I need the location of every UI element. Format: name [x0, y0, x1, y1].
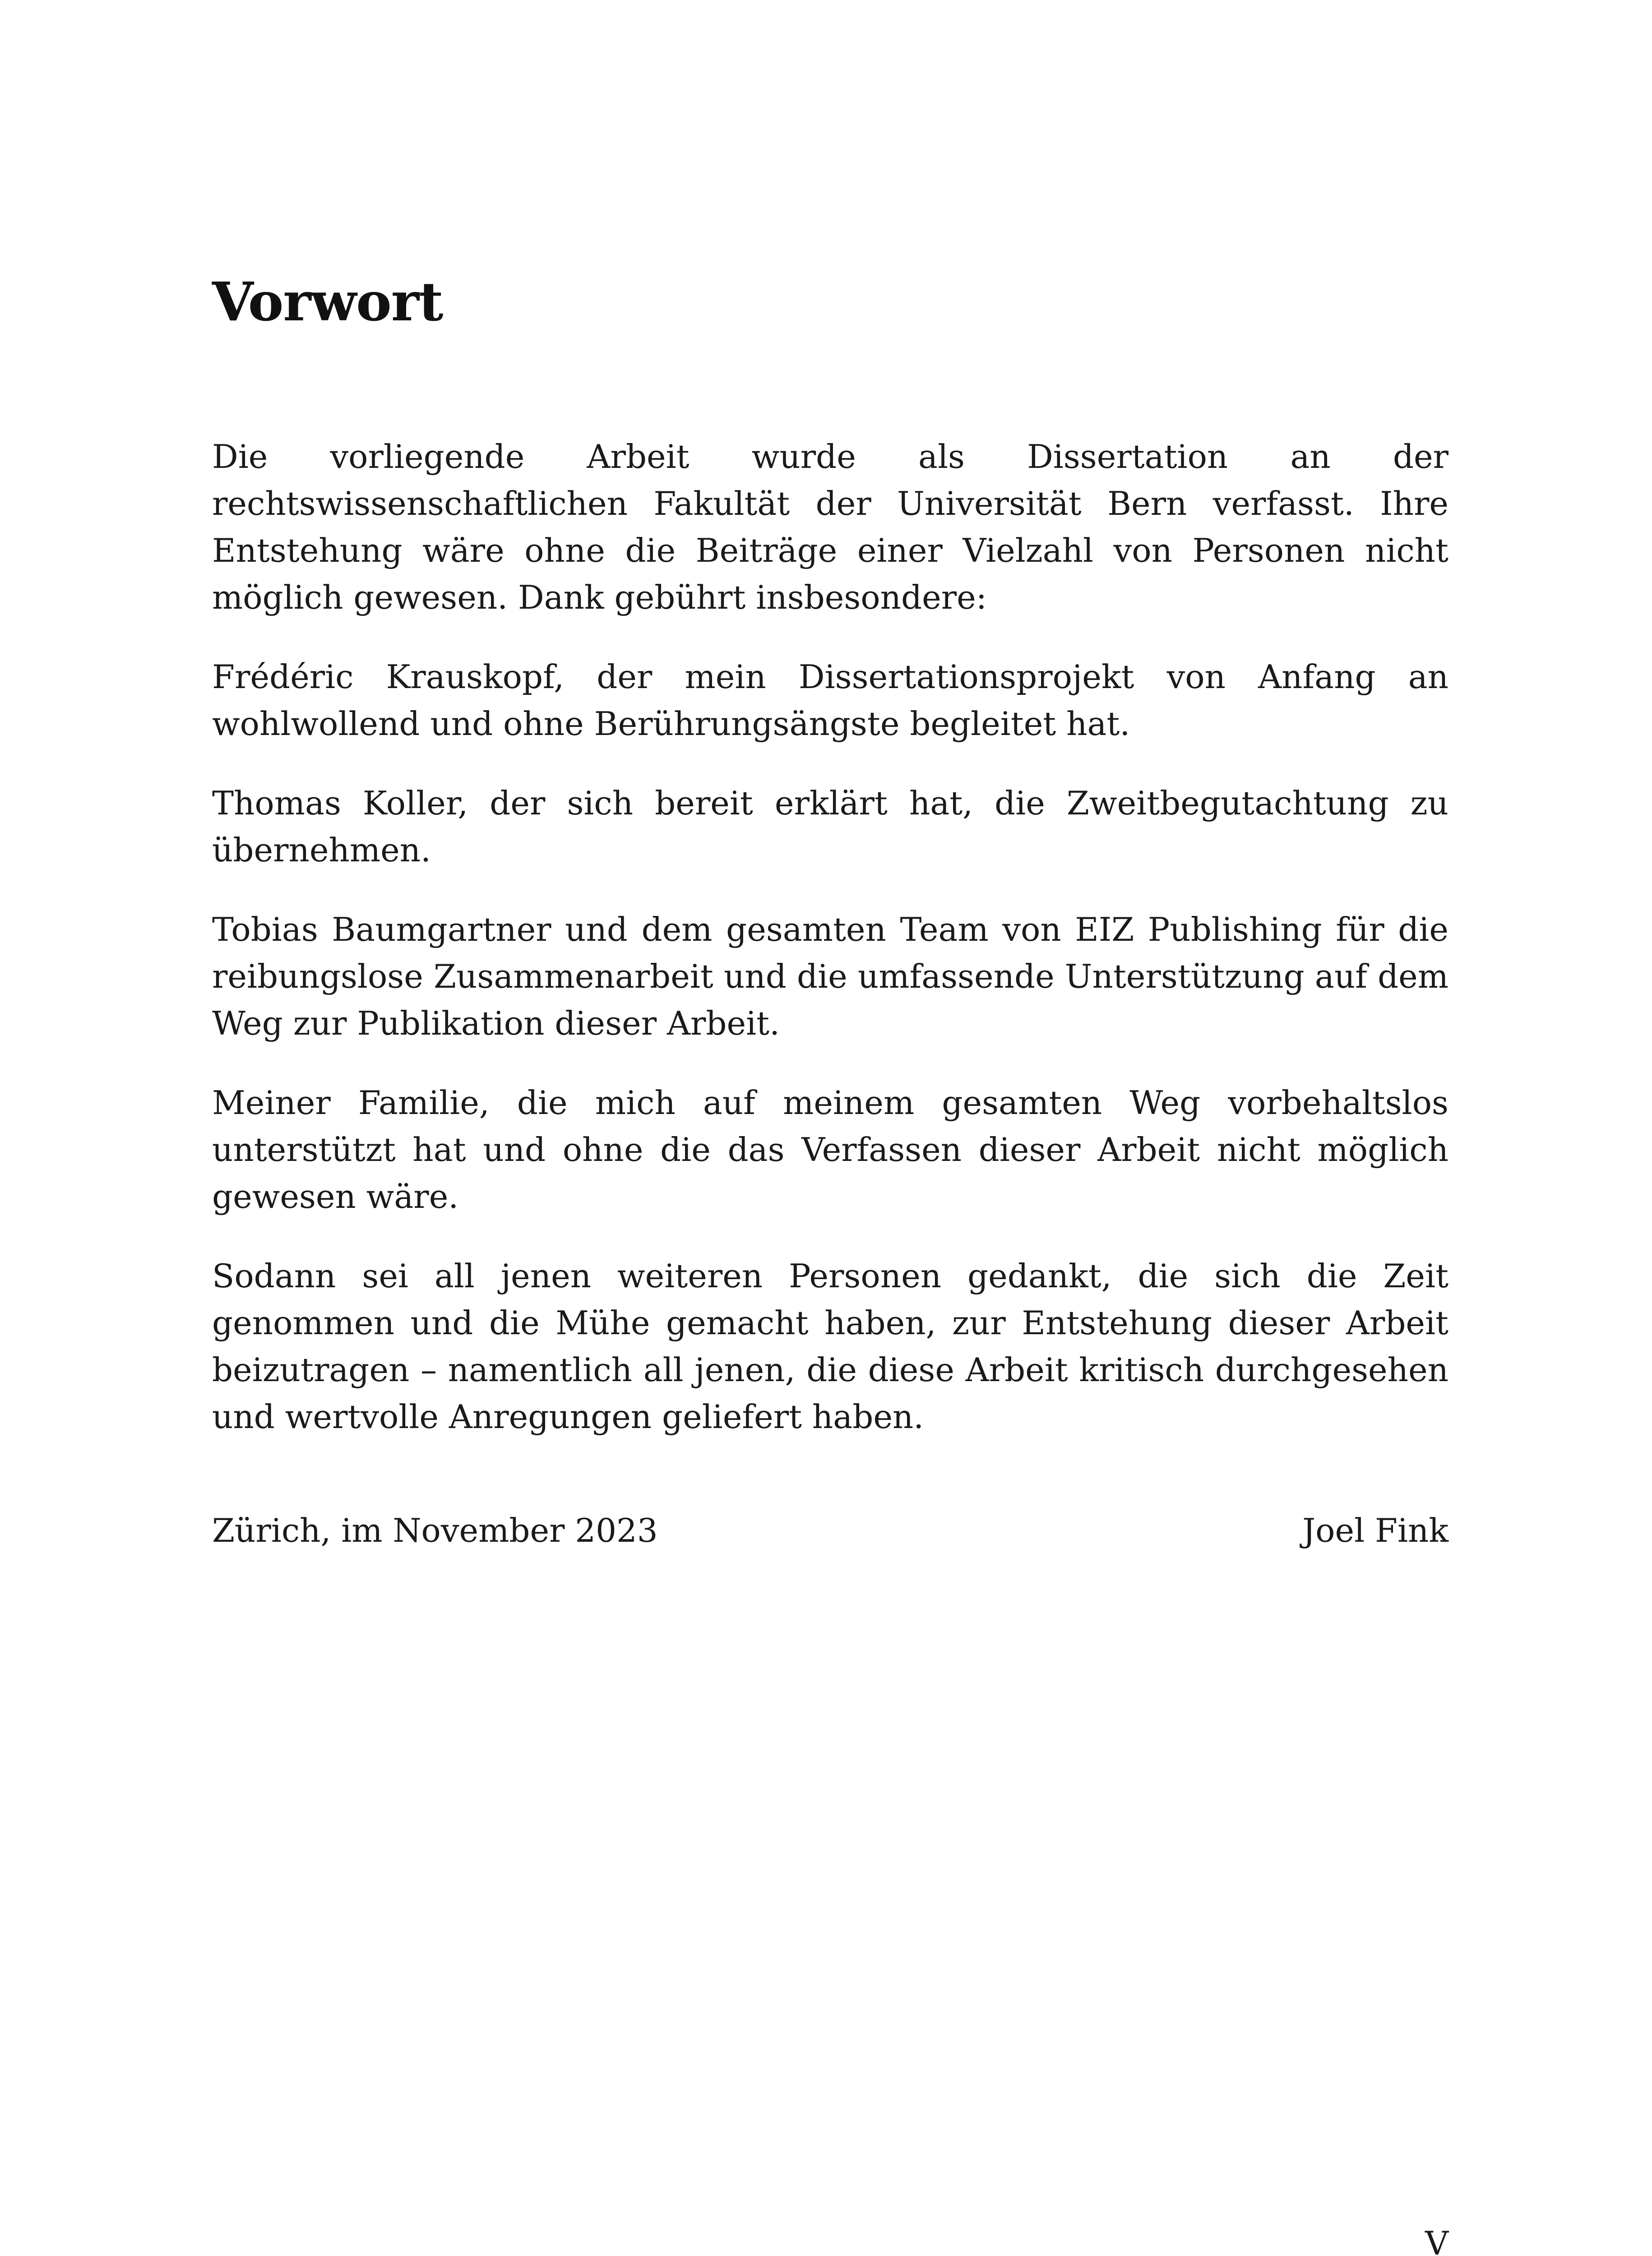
author-name: Joel Fink	[1302, 1512, 1448, 1549]
paragraph-thanks-baumgartner: Tobias Baumgartner und dem gesamten Team von EIZ Publishing für die reibungslose Zusammenarbeit und die umfassende Unterstützung auf dem Weg zur Publikation dieser Arbeit.	[212, 911, 1448, 1042]
page-title: Vorwort	[212, 270, 443, 333]
place-date: Zürich, im November 2023	[212, 1512, 658, 1549]
paragraph-thanks-krauskopf: Frédéric Krauskopf, der mein Dissertationsprojekt von Anfang an wohlwollend und ohne Berührungsängste begleitet hat.	[212, 658, 1448, 743]
signature-line	[212, 1507, 1448, 1554]
page-number: V	[1425, 2224, 1448, 2256]
paragraph-intro: Die vorliegende Arbeit wurde als Dissertation an der rechtswissenschaftlichen Fakultät der Universität Bern verfasst. Ihre Entstehung wäre ohne die Beiträge einer Vielzahl von Personen nicht möglich gewesen. Dank gebührt insbesondere:	[212, 438, 1448, 616]
paragraph-thanks-family: Meiner Familie, die mich auf meinem gesamten Weg vorbehaltslos unterstützt hat und ohne die das Verfassen dieser Arbeit nicht möglich gewesen wäre.	[212, 1084, 1448, 1216]
paragraph-thanks-koller: Thomas Koller, der sich bereit erklärt hat, die Zweitbegutachtung zu übernehmen.	[212, 784, 1448, 869]
paragraph-thanks-others: Sodann sei all jenen weiteren Personen gedankt, die sich die Zeit genommen und die Mühe gemacht haben, zur Entstehung dieser Arbeit beizutragen – namentlich all jenen, die diese Arbeit kritisch durchgesehen und wertvolle Anregungen geliefert haben.	[212, 1257, 1448, 1436]
preface-body	[212, 433, 1448, 1473]
